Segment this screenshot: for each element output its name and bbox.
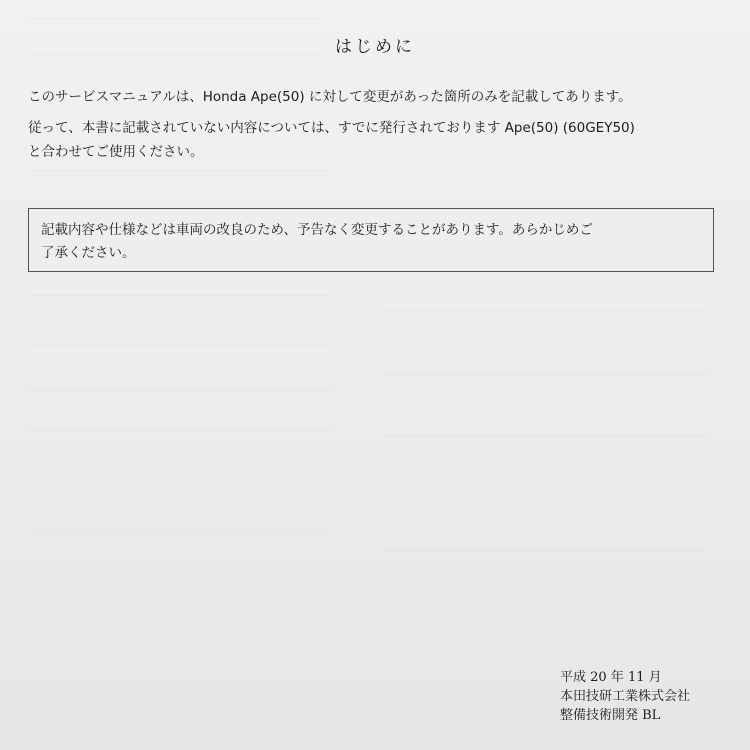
publisher-signature	[560, 668, 690, 725]
notice-box	[28, 208, 714, 272]
notice-line-1: 記載内容や仕様などは車両の改良のため、予告なく変更することがあります。あらかじめご	[41, 222, 593, 238]
department-name: 整備技術開発 BL	[560, 708, 661, 723]
intro-line-1: このサービスマニュアルは、Honda Ape(50) に対して変更があった箇所のみを記載してあります。	[28, 89, 632, 105]
notice-line-2: 了承ください。	[41, 245, 136, 261]
intro-line-2: 従って、本書に記載されていない内容については、すでに発行されております Ape(50) (60GEY50)	[28, 120, 635, 136]
intro-line-3: と合わせてご使用ください。	[28, 144, 204, 160]
page-title: はじめに	[335, 37, 415, 57]
company-name: 本田技研工業株式会社	[560, 689, 691, 704]
publication-date: 平成 20 年 11 月	[560, 670, 662, 685]
